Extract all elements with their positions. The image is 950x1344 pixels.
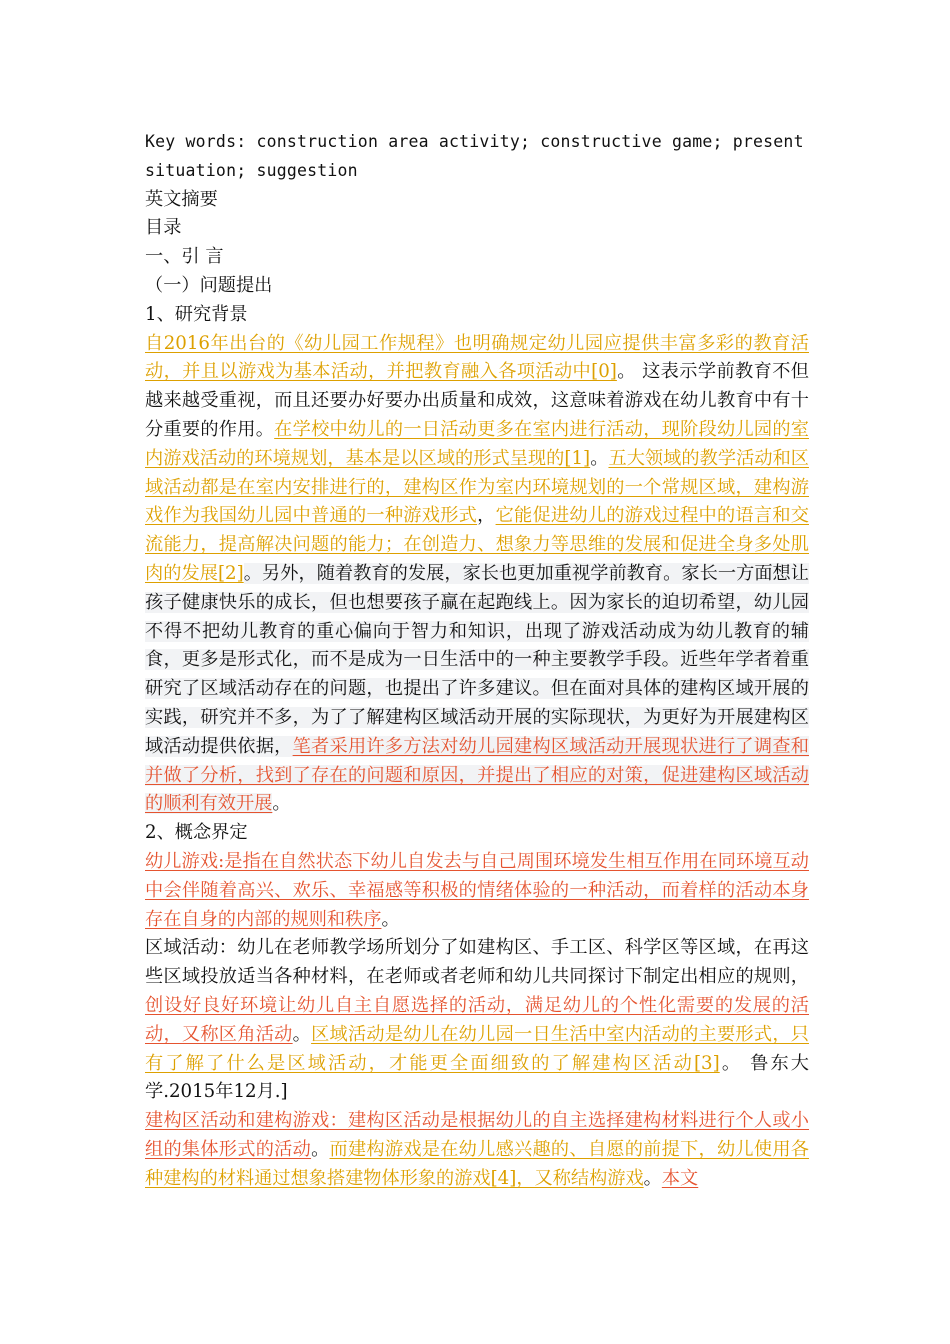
keywords-line-1: Key words: construction area activity; constructive game; present <box>145 132 804 151</box>
text-segment: 区域活动：幼儿在老师教学场所划分了如建构区、手工区、科学区等区域，在再这些区域投放适当各种材料，在老师或者老师和幼儿共同探讨下制定出相应的规则， <box>145 937 809 988</box>
heading-problem: （一）问题提出 <box>145 274 273 296</box>
highlight-child-game: 幼儿游戏:是指在自然状态下幼儿自发去与自己周围环境发生相互作用在同环境互动中会伴随着高兴、欢乐、幸福感等积极的情绪体验的一种活动，而着样的活动本身存在自身的内部的规则和秩序 <box>145 850 809 930</box>
text-segment: 。 这表示学前教育不但越来越受重视，而且还要办好要办出质量和成效，这意味着游戏在幼儿教育中有十分重要的作用。 <box>145 361 809 440</box>
heading-background: 1、研究背景 <box>145 303 248 325</box>
highlight-regulation: 自2016年出台的《幼儿园工作规程》也明确规定幼儿园应提供丰富多彩的教育活动，并且以游戏为基本活动，并把教育融入各项活动中[0] <box>145 332 809 383</box>
text-segment: 。 <box>590 447 609 469</box>
highlight-construct-game: 而建构游戏是在幼儿感兴趣的、自愿的前提下，幼儿使用各种建构的材料通过想象搭建物体形象的游戏[4]，又称结构游戏 <box>145 1138 809 1189</box>
text-segment: ， <box>477 505 496 527</box>
background-paragraph <box>145 330 809 820</box>
highlight-area-environment: 创设好良好环境让幼儿自主自愿选择的活动，满足幼儿的个性化需要的发展的活动，又称区角活动 <box>145 994 809 1045</box>
definition-construct-paragraph <box>145 1107 809 1193</box>
text-segment: 。 <box>381 908 400 930</box>
text-segment-shaded: 。另外，随着教育的发展，家长也更加重视学前教育。家长一方面想让孩子健康快乐的成长，但也想要孩子赢在起跑线上。因为家长的迫切希望，幼儿园不得不把幼儿教育的重心偏向于智力和知识，出现了游戏活动成为幼儿教育的辅食，更多是形式化，而不是成为一日生活中的一种主要教学手段。近些年学者着重研究了区域活动存在的问题，也提出了许多建议。但在面对具体的建构区域开展的实践，研究并不多，为了了解建构区域活动开展的实际现状，为更好为开展建构区域活动提供依据， <box>145 562 809 757</box>
text-segment: 。 <box>643 1167 662 1189</box>
heading-toc: 目录 <box>145 217 182 239</box>
text-segment: 。 <box>311 1138 330 1160</box>
highlight-indoor-activity: 在学校中幼儿的一日活动更多在室内进行活动，现阶段幼儿园的室内游戏活动的环境规划，基本是以区域的形式呈现的[1] <box>145 418 809 469</box>
highlight-five-domains: 五大领域的教学活动和区域活动都是在室内安排进行的，建构区作为室内环境规划的一个常规区域，建构游戏作为我国幼儿园中普通的一种游戏形式 <box>145 447 809 527</box>
heading-introduction: 一、引 言 <box>145 246 224 268</box>
highlight-area-main-form: 区域活动是幼儿在幼儿园一日生活中室内活动的主要形式，只有了解了什么是区域活动，才能更全面细致的了解建构区活动[3] <box>145 1023 809 1074</box>
highlight-promotion: 它能促进幼儿的游戏过程中的语言和交流能力，提高解决问题的能力；在创造力、想象力等思维的发展和促进全身多处肌肉的发展[2] <box>145 505 809 584</box>
heading-english-abstract: 英文摘要 <box>145 188 218 210</box>
highlight-this-paper: 本文 <box>661 1167 699 1189</box>
keywords-line-2: situation; suggestion <box>145 160 358 180</box>
heading-definition: 2、概念界定 <box>145 822 248 844</box>
highlight-author-method: 笔者采用许多方法对幼儿园建构区域活动开展现状进行了调查和并做了分析，找到了存在的问题和原因，并提出了相应的对策，促进建构区域活动的顺利有效开展 <box>145 735 809 815</box>
highlight-construct-area: 建构区活动和建构游戏：建构区活动是根据幼儿的自主选择建构材料进行个人或小组的集体形式的活动 <box>145 1110 809 1160</box>
definition-area-paragraph <box>145 934 809 1107</box>
document-page <box>145 128 809 1193</box>
text-segment: 。 鲁东大学.2015年12月.] <box>145 1052 809 1103</box>
definition-game-paragraph <box>145 848 809 934</box>
text-segment: 。 <box>272 793 291 815</box>
text-segment: 。 <box>292 1023 312 1045</box>
